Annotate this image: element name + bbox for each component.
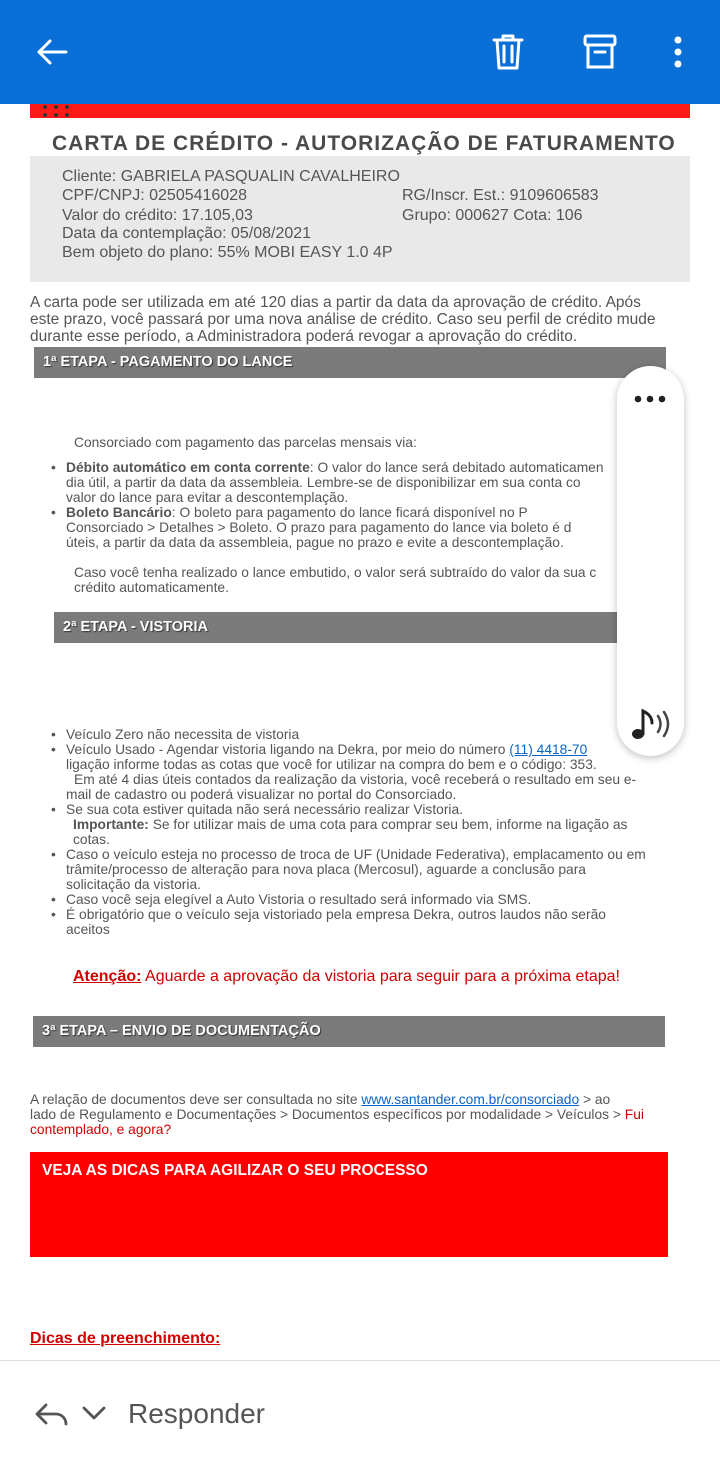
plan-asset: Bem objeto do plano: 55% MOBI EASY 1.0 4P <box>62 244 393 261</box>
step1-lead: Consorciado com pagamento das parcelas mensais via: <box>74 435 417 450</box>
embutido-text: crédito automaticamente. <box>74 580 229 595</box>
step3-header: 3ª ETAPA – ENVIO DE DOCUMENTAÇÃO <box>33 1016 665 1047</box>
client-rg: RG/Inscr. Est.: 9109606583 <box>402 187 599 204</box>
contemplation-date: Data da contemplação: 05/08/2021 <box>62 225 312 242</box>
page-title: CARTA DE CRÉDITO - AUTORIZAÇÃO DE FATURAMENTO <box>52 132 676 155</box>
list-item: • Se sua cota estiver quitada não será necessário realizar Vistoria. <box>66 802 463 817</box>
reply-icon[interactable] <box>34 1401 70 1429</box>
tips-banner[interactable] <box>30 1152 668 1257</box>
list-item: • Boleto Bancário: O boleto para pagamento do lance ficará disponível no P <box>66 505 528 520</box>
more-horizontal-icon[interactable] <box>633 394 669 404</box>
archive-icon <box>582 33 618 71</box>
list-item: • É obrigatório que o veículo seja vistoriado pela empresa Dekra, outros laudos não serão <box>66 907 606 922</box>
docs-text: lado de Regulamento e Documentações > Documentos específicos por modalidade > Veículos > Fui <box>30 1107 644 1122</box>
more-options-button[interactable] <box>656 30 700 74</box>
client-cpf: CPF/CNPJ: 02505416028 <box>62 187 247 204</box>
list-item-text: aceitos <box>66 922 110 937</box>
intro-text-line: este prazo, você passará por uma nova análise de crédito. Caso seu perfil de crédito mude <box>30 311 656 328</box>
intro-text-line: durante esse período, a Administradora poderá revogar a aprovação do crédito. <box>30 328 578 345</box>
dekra-phone-link[interactable]: (11) 4418-70 <box>509 742 588 757</box>
list-item-text: mail de cadastro ou poderá visualizar no portal do Consorciado. <box>66 787 457 802</box>
embutido-text: Caso você tenha realizado o lance embutido, o valor será subtraído do valor da sua c <box>74 565 597 580</box>
chevron-down-icon[interactable] <box>82 1405 106 1421</box>
list-item-text: solicitação da vistoria. <box>66 877 201 892</box>
important-note: Importante: Se for utilizar mais de uma cota para comprar seu bem, informe na ligação as <box>73 817 628 832</box>
top-app-bar <box>0 0 720 104</box>
list-item: • Caso você seja elegível a Auto Vistoria o resultado será informado via SMS. <box>66 892 531 907</box>
list-item-text: ligação informe todas as cotas que você for utilizar na compra do bem e o código: 353. <box>66 757 597 772</box>
list-item-text: trâmite/processo de alteração para nova placa (Mercosul), aguarde a conclusão para <box>66 862 586 877</box>
docs-text-red: contemplado, e agora? <box>30 1122 172 1137</box>
group-quota: Grupo: 000627 Cota: 106 <box>402 207 583 224</box>
client-name: Cliente: GABRIELA PASQUALIN CAVALHEIRO <box>62 168 400 185</box>
list-item-text: Consorciado > Detalhes > Boleto. O prazo para pagamento do lance via boleto é d <box>66 520 572 535</box>
list-item-text: dia útil, a partir da data da assembleia. Lembre-se de disponibilizar em sua conta co <box>66 475 581 490</box>
attention-note: Atenção: Aguarde a aprovação da vistoria para seguir para a próxima etapa! <box>73 968 620 985</box>
arrow-left-icon <box>34 34 70 70</box>
list-item-text: úteis, a partir da data da assembleia, pague no prazo e evite a descontemplação. <box>66 535 564 550</box>
banner-strip <box>30 104 690 118</box>
music-sound-icon[interactable] <box>628 706 674 742</box>
list-item-text: valor do lance para evitar a descontemplação. <box>66 490 349 505</box>
docs-text: A relação de documentos deve ser consultada no site www.santander.com.br/consorciado > ao <box>30 1092 611 1107</box>
trash-icon <box>490 32 526 72</box>
back-button[interactable] <box>30 30 74 74</box>
reply-button-label[interactable]: Responder <box>128 1398 265 1429</box>
step1-header: 1ª ETAPA - PAGAMENTO DO LANCE <box>34 347 666 378</box>
reply-bar <box>0 1360 720 1466</box>
intro-text-line: A carta pode ser utilizada em até 120 dias a partir da data da aprovação de crédito. Após <box>30 294 641 311</box>
list-item: • Veículo Usado - Agendar vistoria ligando na Dekra, por meio do número (11) 4418-70 <box>66 742 587 757</box>
step2-header: 2ª ETAPA - VISTORIA <box>54 612 620 643</box>
fill-tips-heading: Dicas de preenchimento: <box>30 1330 221 1347</box>
dots-decoration-icon <box>42 104 74 118</box>
list-item: • Caso o veículo esteja no processo de troca de UF (Unidade Federativa), emplacamento ou em <box>66 847 646 862</box>
more-vertical-icon <box>672 34 684 70</box>
delete-button[interactable] <box>486 30 530 74</box>
list-item-text: Em até 4 dias úteis contados da realização da vistoria, você receberá o resultado em seu e- <box>74 772 637 787</box>
list-item-text: cotas. <box>73 832 110 847</box>
list-item: • Débito automático em conta corrente: O valor do lance será debitado automaticamen <box>66 460 604 475</box>
floating-action-panel <box>617 366 684 756</box>
tips-banner-label: VEJA AS DICAS PARA AGILIZAR O SEU PROCESSO <box>42 1162 428 1179</box>
email-body <box>0 104 720 1360</box>
archive-button[interactable] <box>578 30 622 74</box>
credit-value: Valor do crédito: 17.105,03 <box>62 207 253 224</box>
santander-link[interactable]: www.santander.com.br/consorciado <box>361 1092 580 1107</box>
list-item: • Veículo Zero não necessita de vistoria <box>66 727 299 742</box>
